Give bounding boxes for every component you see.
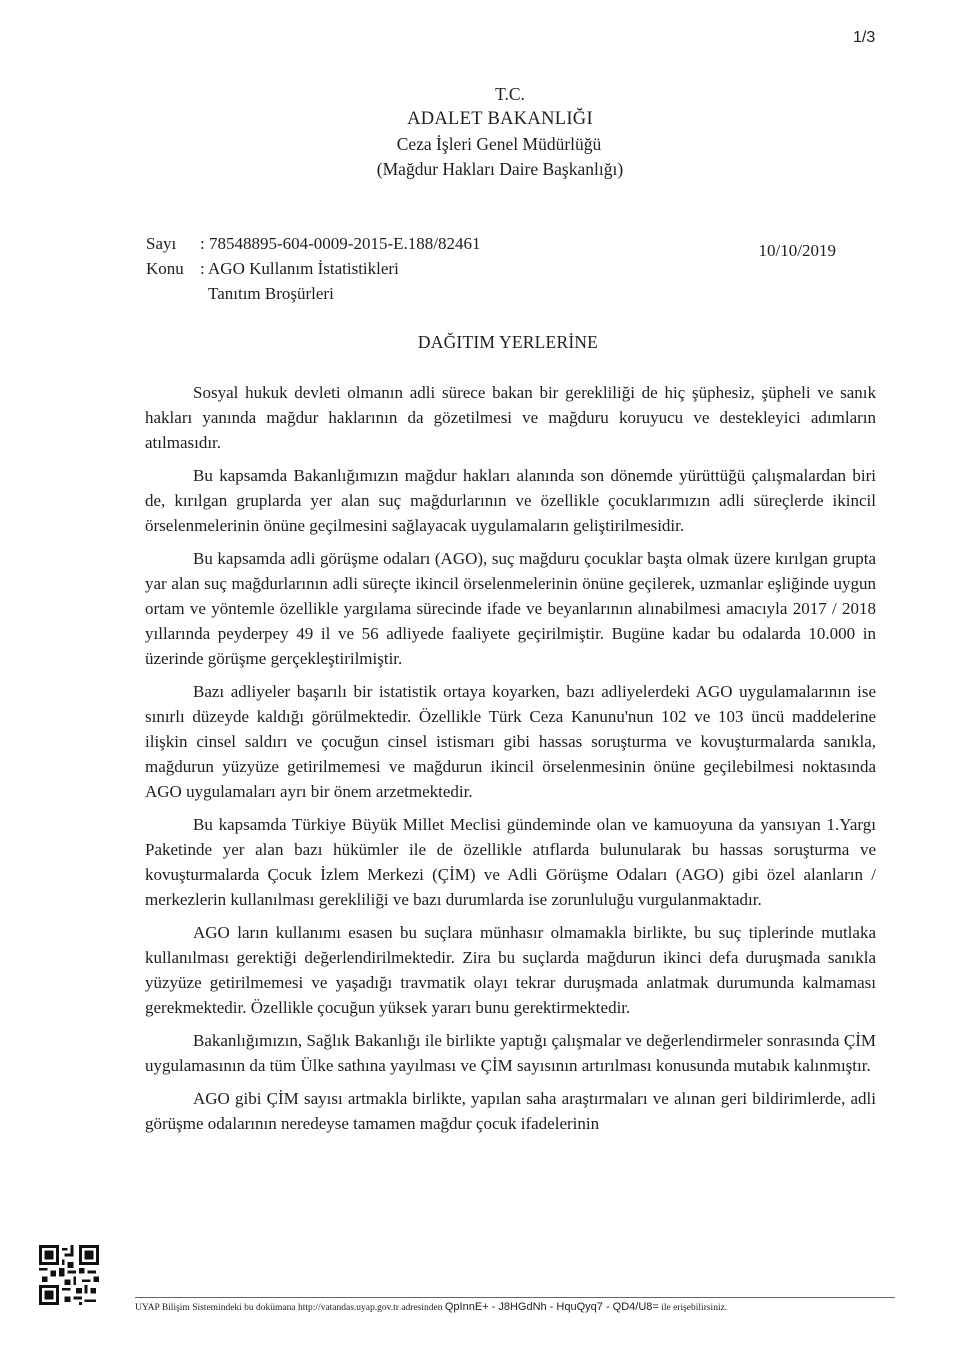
- header-department: (Mağdur Hakları Daire Başkanlığı): [376, 159, 624, 179]
- paragraph: AGO ların kullanımı esasen bu suçlara münhasır olmamakla birlikte, bu suç tiplerinde mutlaka kullanılması gerektiği değerlendirilmektedir. Zira bu suçlarda mağdurun ikinci defa duruşmada sanıkla yüzyüze getirilmemesi ve yaşadığı travmatik olayı tekrar duruşmada anlatmak durumunda kalmaması gerekmektedir. Özellikle çocuğun yüksek yararı bunu gerektirmektedir.: [145, 923, 876, 1017]
- konu-value-continued: Tanıtım Broşürleri: [208, 284, 334, 303]
- footer: [135, 1301, 895, 1313]
- footer-divider: [135, 1297, 895, 1298]
- footer-text: UYAP Bilişim Sistemindeki bu dokümana http://vatandas.uyap.gov.tr adresinden: [135, 1303, 443, 1313]
- konu-label: Konu: [146, 259, 184, 278]
- paragraph: Bazı adliyeler başarılı bir istatistik ortaya koyarken, bazı adliyelerdeki AGO uygulamalarının ise sınırlı düzeyde kaldığı görülmektedir. Özellikle Türk Ceza Kanunu'nun 102 ve 103 üncü maddelerine ilişkin cinsel saldırı ve çocuğun cinsel istismarı gibi hassas soruşturma ve kovuşturmalarda sanıkla, mağdurun yüzyüze getirilmemesi ve mağdurun ikincil örselenmesinin önüne geçilebilmesi noktasında AGO uygulamaları ayrı bir önem arzetmektedir.: [145, 682, 876, 801]
- document-date: 10/10/2019: [758, 241, 836, 260]
- paragraph: Bakanlığımızın, Sağlık Bakanlığı ile birlikte yaptığı çalışmalar ve değerlendirmeler sonrasında ÇİM uygulamasının da tüm Ülke sathına yayılması ve ÇİM sayısının artırılması konusunda mutabık kalınmıştır.: [145, 1031, 876, 1075]
- footer-text-end: ile erişebilirsiniz.: [661, 1303, 728, 1313]
- header-ministry: ADALET BAKANLIĞI: [407, 109, 593, 129]
- verification-code: QpInnE+ - J8HGdNh - HquQyq7 - QD4/U8=: [444, 1301, 659, 1313]
- page-number: 1/3: [853, 29, 876, 46]
- document-meta: [146, 231, 836, 306]
- konu-value: : AGO Kullanım İstatistikleri: [200, 259, 399, 278]
- sayi-row: [146, 231, 836, 256]
- paragraph: Bu kapsamda adli görüşme odaları (AGO), suç mağduru çocuklar başta olmak üzere kırılgan grupta yar alan suç mağdurlarının adli süreçte ikincil örselenmelerinin önüne geçilerek, uzmanlar eşliğinde uygun ortam ve yöntemle özellikle yargılama sürecinde ifade ve beyanlarının alınabilmesi amacıyla 2017 / 2018 yıllarında peyderpey 49 il ve 56 adliyede faaliyete geçirilmiştir. Bugüne kadar bu odalarda 10.000 in üzerinde görüşme gerçekleştirilmiştir.: [145, 549, 876, 668]
- paragraph: Bu kapsamda Türkiye Büyük Millet Meclisi gündeminde olan ve kamuoyuna da yansıyan 1.Yargı Paketinde yer alan bazı hükümler ile de özellikle atıflarda bulunularak bu hassas soruşturma ve kovuşturmalarda Çocuk İzlem Merkezi (ÇİM) ve Adli Görüşme Odaları (AGO) gibi özel alanların / merkezlerin kullanılması gerekliliği ve bazı durumlarda ise zorunluluğu vurgulanmaktadır.: [145, 815, 876, 909]
- paragraph: Bu kapsamda Bakanlığımızın mağdur hakları alanında son dönemde yürüttüğü çalışmalardan biri de, kırılgan gruplarda yer alan suç mağdurlarının ve özellikle çocuklarımızın adli süreçlerde ikincil örselenmelerinin önüne geçilmesini sağlayacak uygulamaların geliştirilmesidir.: [145, 466, 876, 535]
- qr-code-icon: [39, 1245, 99, 1305]
- paragraph: Sosyal hukuk devleti olmanın adli sürece bakan bir gerekliliği de hiç şüphesiz, şüpheli ve sanık hakları yanında mağdur haklarının da gözetilmesi ve mağduru koruyucu ve destekleyici adımların atılmasıdır.: [145, 383, 876, 452]
- header-tc: T.C.: [495, 84, 525, 104]
- paragraph: AGO gibi ÇİM sayısı artmakla birlikte, yapılan saha araştırmaları ve alınan geri bildirimlerde, adli görüşme odalarının neredeyse tamamen mağdur çocuk ifadelerinin: [145, 1089, 876, 1133]
- konu-row: [146, 256, 836, 281]
- header-directorate: Ceza İşleri Genel Müdürlüğü: [396, 134, 602, 154]
- sayi-value: : 78548895-604-0009-2015-E.188/82461: [200, 234, 481, 253]
- sayi-label: Sayı: [146, 234, 177, 253]
- document-header: [0, 82, 980, 182]
- document-body: [145, 380, 876, 1144]
- distribution-heading: DAĞITIM YERLERİNE: [417, 332, 599, 352]
